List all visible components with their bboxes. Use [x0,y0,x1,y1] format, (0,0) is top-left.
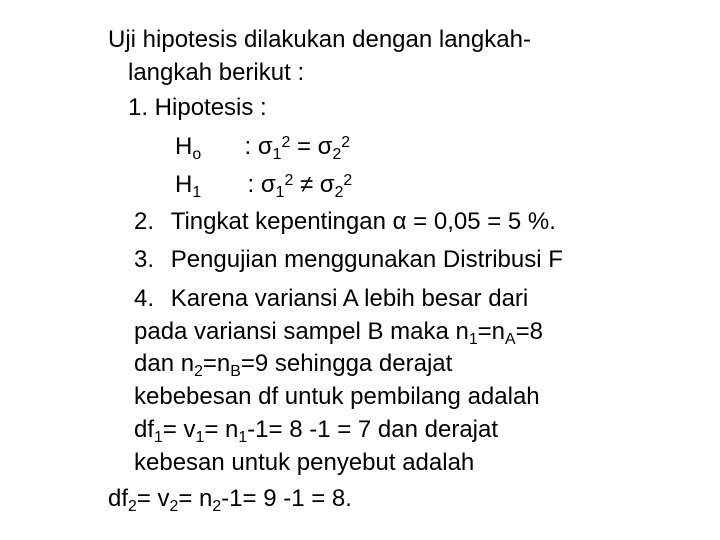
h0-subscript: o [192,146,202,164]
step-4-number: 4. [134,285,155,312]
step-4-line-1: 4. Karena variansi A lebih besar dari [134,285,529,312]
h1-colon-sigma: : σ [247,171,276,198]
step-1-label: 1. Hipotesis : [128,94,267,121]
hypothesis-h0: $H_o$ : $\sigma_1^2 = \sigma_2^2$ [175,133,351,164]
step-2-number: 2. [134,208,155,235]
step-3-number: 3. [134,246,155,273]
h0-equals-sigma: = σ [290,133,333,160]
intro-line-2: langkah berikut : [128,59,305,86]
h1-symbol: H [175,171,193,198]
hypothesis-h1: $H_1$ : $\sigma_1^2 \ne \sigma_2^2$ [175,171,353,202]
final-equation: $df_2= v_2= n_2-1= 9$ -1 = 8. [108,485,352,516]
step-4-line-3: dan $n_2=n_B=9$ sehingga derajat [134,350,453,381]
h0-colon-sigma: : σ [244,133,273,160]
step-3-text: Pengujian menggunakan Distribusi F [170,246,563,273]
step-4-line-6: kebesan untuk penyebut adalah [134,449,475,476]
h1-notequal-sigma: ≠ σ [293,171,335,198]
step-2-text: Tingkat kepentingan α = 0,05 = 5 %. [170,208,556,235]
intro-line-1: Uji hipotesis dilakukan dengan langkah- [108,26,531,53]
h0-symbol: H [175,133,193,160]
step-4-line-5: $df_1= v_1= n_1-1= 8$ -1 = 7 dan derajat [134,416,499,447]
step-4-line-4: kebebesan df untuk pembilang adalah [134,383,540,410]
step-3 [134,246,563,274]
step-2 [134,208,556,236]
step-4-line-2: pada variansi sampel B maka $n_1=n_A=8$ [134,318,543,349]
h1-subscript: 1 [192,184,202,202]
